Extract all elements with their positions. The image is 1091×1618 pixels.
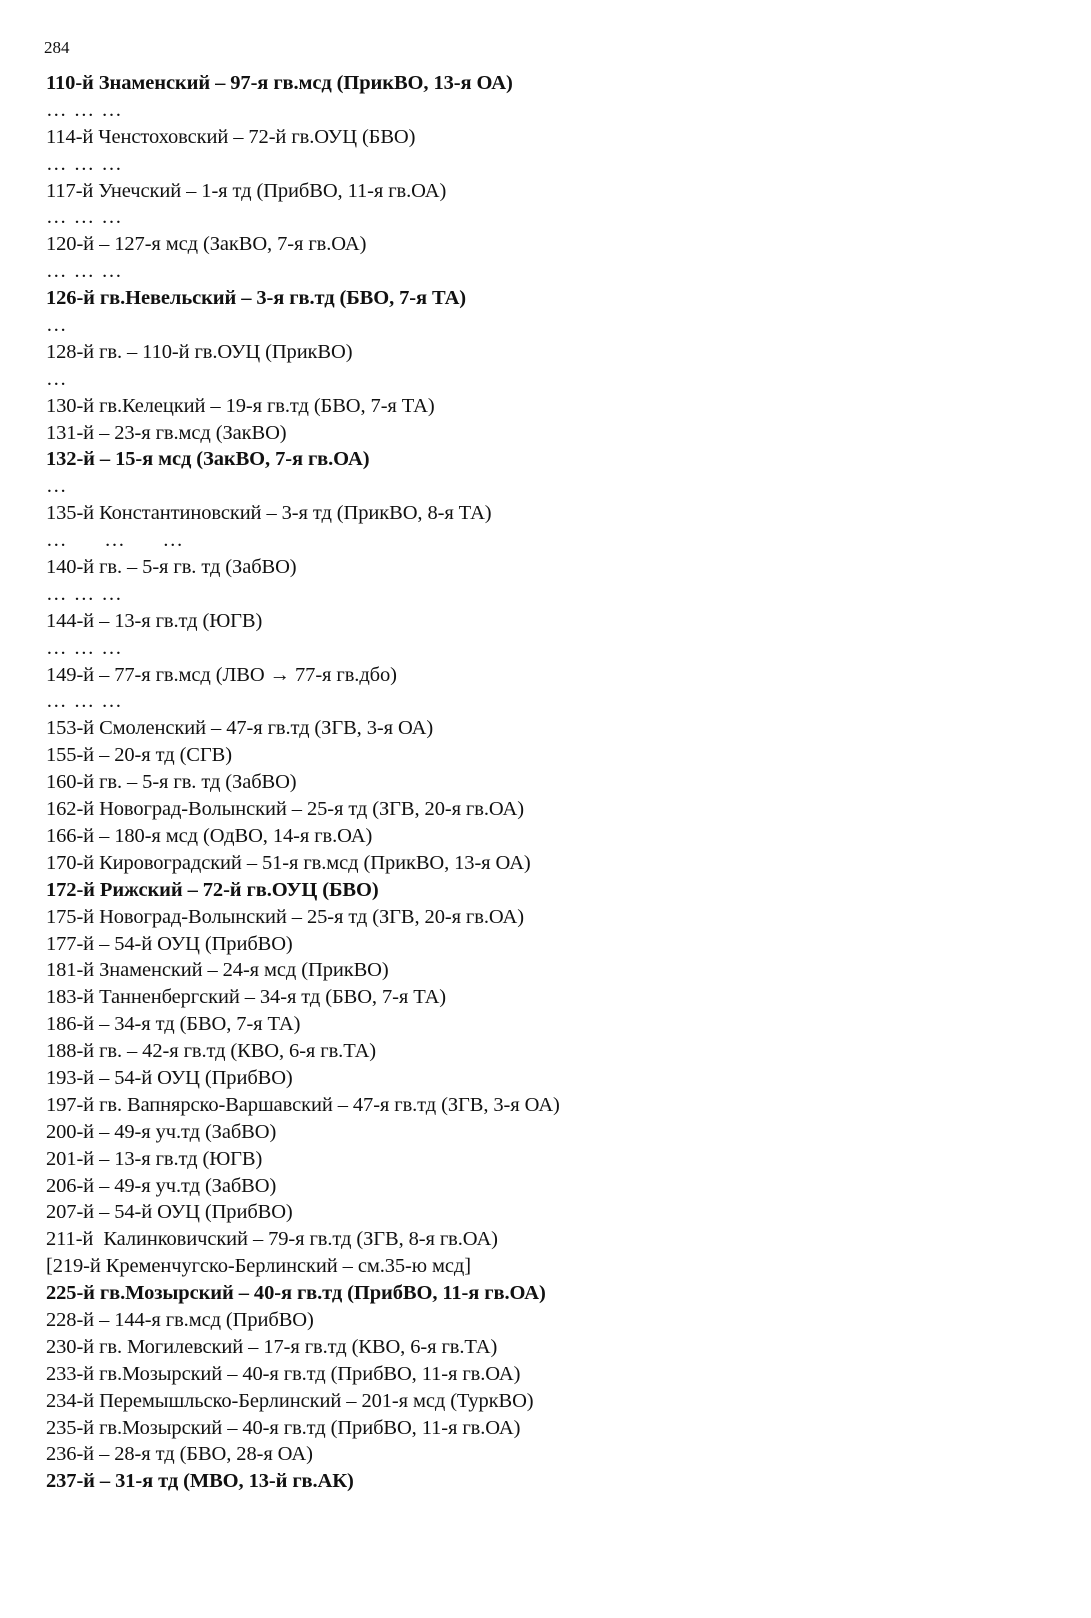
text-line: 149-й – 77-я гв.мсд (ЛВО → 77-я гв.дбо) <box>46 663 397 686</box>
text-line: … <box>46 314 68 337</box>
text-line: 162-й Новоград-Волынский – 25-я тд (ЗГВ, 20-я гв.ОА) <box>46 798 524 821</box>
text-line: 235-й гв.Мозырский – 40-я гв.тд (ПрибВО, 11-я гв.ОА) <box>46 1416 521 1439</box>
text-line: 237-й – 31-я тд (МВО, 13-й гв.АК) <box>46 1470 354 1493</box>
text-line: 131-й – 23-я гв.мсд (ЗакВО) <box>46 421 287 444</box>
text-line: 233-й гв.Мозырский – 40-я гв.тд (ПрибВО, 11-я гв.ОА) <box>46 1362 521 1385</box>
text-line: 144-й – 13-я гв.тд (ЮГВ) <box>46 609 263 632</box>
text-line: 200-й – 49-я уч.тд (ЗабВО) <box>46 1120 277 1143</box>
text-line: 114-й Ченстоховский – 72-й гв.ОУЦ (БВО) <box>46 125 416 148</box>
text-line: … … … <box>46 690 123 713</box>
text-line: … … … <box>46 529 184 552</box>
text-line: 166-й – 180-я мсд (ОдВО, 14-я гв.ОА) <box>46 824 373 847</box>
text-line: 135-й Константиновский – 3-я тд (ПрикВО, 8-я ТА) <box>46 502 492 525</box>
text-line: 117-й Унечский – 1-я тд (ПрибВО, 11-я гв.ОА) <box>46 179 447 202</box>
text-line: 234-й Перемышльско-Берлинский – 201-я мсд (ТуркВО) <box>46 1389 534 1412</box>
text-lines <box>46 70 1046 1495</box>
page-number: 284 <box>44 38 70 57</box>
text-line: 170-й Кировоградский – 51-я гв.мсд (ПрикВО, 13-я ОА) <box>46 851 531 874</box>
text-line: 126-й гв.Невельский – 3-я гв.тд (БВО, 7-я ТА) <box>46 287 467 310</box>
text-line: 183-й Танненбергский – 34-я тд (БВО, 7-я ТА) <box>46 986 447 1009</box>
text-line: 186-й – 34-я тд (БВО, 7-я ТА) <box>46 1013 301 1036</box>
text-line: 132-й – 15-я мсд (ЗакВО, 7-я гв.ОА) <box>46 448 370 471</box>
text-line: 197-й гв. Вапнярско-Варшавский – 47-я гв.тд (ЗГВ, 3-я ОА) <box>46 1093 560 1116</box>
text-line: 188-й гв. – 42-я гв.тд (КВО, 6-я гв.ТА) <box>46 1040 377 1063</box>
text-line: 201-й – 13-я гв.тд (ЮГВ) <box>46 1147 263 1170</box>
text-line: 230-й гв. Могилевский – 17-я гв.тд (КВО, 6-я гв.ТА) <box>46 1335 498 1358</box>
text-line: … … … <box>46 206 123 229</box>
text-line: … … … <box>46 152 123 175</box>
text-line: 206-й – 49-я уч.тд (ЗабВО) <box>46 1174 277 1197</box>
text-line: 181-й Знаменский – 24-я мсд (ПрикВО) <box>46 959 389 982</box>
text-line: 228-й – 144-я гв.мсд (ПрибВО) <box>46 1308 314 1331</box>
text-line: … … … <box>46 98 123 121</box>
text-line: 130-й гв.Келецкий – 19-я гв.тд (БВО, 7-я ТА) <box>46 394 435 417</box>
text-line: 120-й – 127-я мсд (ЗакВО, 7-я гв.ОА) <box>46 233 367 256</box>
text-line: 155-й – 20-я тд (СГВ) <box>46 744 232 767</box>
text-line: … … … <box>46 582 123 605</box>
text-line: … … … <box>46 260 123 283</box>
text-line: … … … <box>46 636 123 659</box>
text-line: … <box>46 475 68 498</box>
text-line: [219-й Кременчугско-Берлинский – см.35-ю мсд] <box>46 1255 471 1278</box>
text-line: 193-й – 54-й ОУЦ (ПрибВО) <box>46 1066 293 1089</box>
text-line: … <box>46 367 68 390</box>
text-line: 211-й Калинковичский – 79-я гв.тд (ЗГВ, 8-я гв.ОА) <box>46 1228 498 1251</box>
text-line: 140-й гв. – 5-я гв. тд (ЗабВО) <box>46 556 297 579</box>
text-line: 236-й – 28-я тд (БВО, 28-я ОА) <box>46 1443 313 1466</box>
text-line: 153-й Смоленский – 47-я гв.тд (ЗГВ, 3-я ОА) <box>46 717 434 740</box>
text-line: 225-й гв.Мозырский – 40-я гв.тд (ПрибВО, 11-я гв.ОА) <box>46 1282 546 1305</box>
text-line: 160-й гв. – 5-я гв. тд (ЗабВО) <box>46 771 297 794</box>
text-line: 110-й Знаменский – 97-я гв.мсд (ПрикВО, 13-я ОА) <box>46 72 513 94</box>
text-line: 128-й гв. – 110-й гв.ОУЦ (ПрикВО) <box>46 340 353 363</box>
text-line: 207-й – 54-й ОУЦ (ПрибВО) <box>46 1201 293 1224</box>
text-line: 175-й Новоград-Волынский – 25-я тд (ЗГВ, 20-я гв.ОА) <box>46 905 524 928</box>
text-line: 172-й Рижский – 72-й гв.ОУЦ (БВО) <box>46 878 379 901</box>
text-line: 177-й – 54-й ОУЦ (ПрибВО) <box>46 932 293 955</box>
